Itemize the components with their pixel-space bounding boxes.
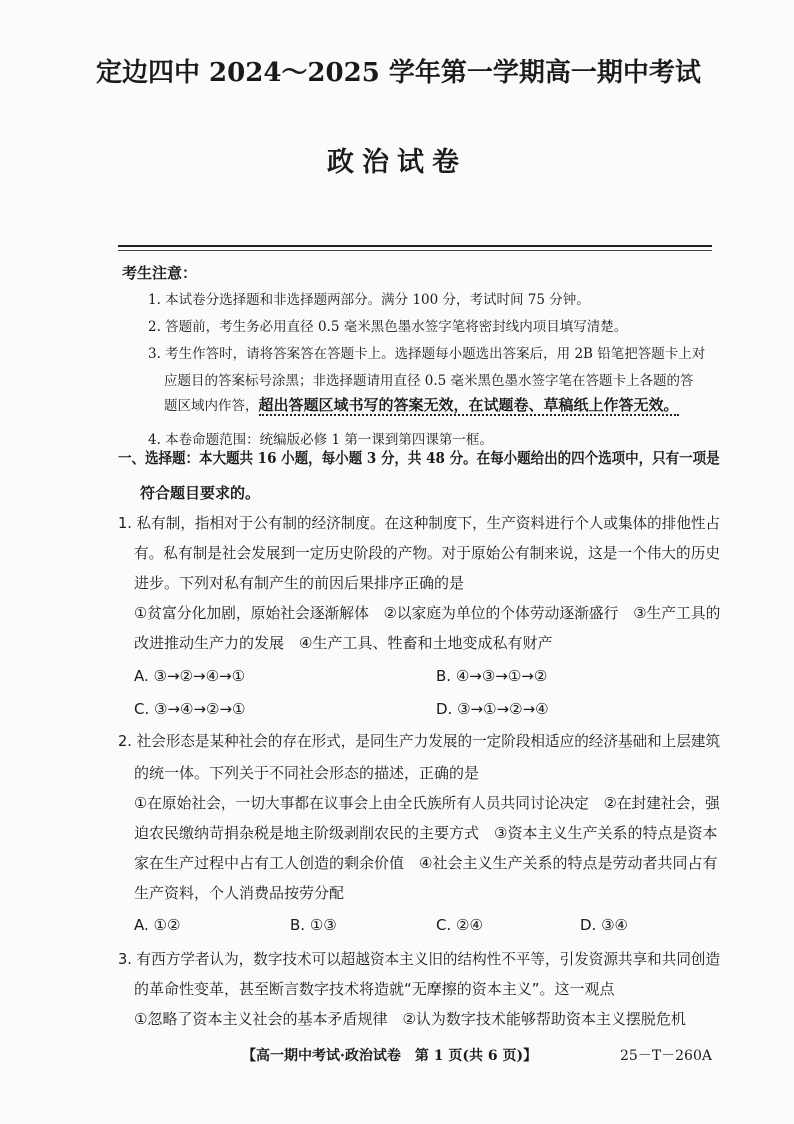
q2-line-6: 生产资料，个人消费品按劳分配 bbox=[134, 884, 345, 902]
q3-line-2: 的革命性变革，甚至断言数字技术将造就“无摩擦的资本主义”。这一观点 bbox=[134, 980, 615, 998]
notice-item-3-end bbox=[164, 394, 679, 415]
q2-line-4: 迫农民缴纳苛捐杂税是地主阶级剥削农民的主要方式 ③资本主义生产关系的特点是资本 bbox=[134, 824, 718, 842]
school-title: 定边四中 2024～2025 学年第一学期高一期中考试 bbox=[96, 58, 701, 88]
q2-option-a: A. ①② bbox=[134, 916, 181, 934]
q1-line-4: ①贫富分化加剧，原始社会逐渐解体 ②以家庭为单位的个体劳动逐渐盛行 ③生产工具的 bbox=[134, 604, 721, 622]
q1-line-2: 有。私有制是社会发展到一定历史阶段的产物。对于原始公有制来说，这是一个伟大的历史 bbox=[134, 544, 721, 562]
q1-line-3: 进步。下列对私有制产生的前因后果排序正确的是 bbox=[134, 574, 465, 592]
q2-line-5: 家在生产过程中占有工人创造的剩余价值 ④社会主义生产关系的特点是劳动者共同占有 bbox=[134, 854, 718, 872]
q2-option-c: C. ②④ bbox=[436, 916, 483, 934]
section-heading-line2: 符合题目要求的。 bbox=[140, 484, 261, 502]
q2-line-1: 2. 社会形态是某种社会的存在形式，是同生产力发展的一定阶段相适应的经济基础和上层建筑 bbox=[118, 732, 721, 750]
section-heading-line1: 一、选择题：本大题共 16 小题，每小题 3 分，共 48 分。在每小题给出的四个选项中，只有一项是 bbox=[118, 449, 720, 467]
q2-option-d: D. ③④ bbox=[580, 916, 628, 934]
q2-line-3: ①在原始社会，一切大事都在议事会上由全氏族所有人员共同讨论决定 ②在封建社会，强 bbox=[134, 794, 720, 812]
notice-item-1: 1. 本试卷分选择题和非选择题两部分。满分 100 分，考试时间 75 分钟。 bbox=[148, 292, 590, 308]
q3-line-1: 3. 有西方学者认为，数字技术可以超越资本主义旧的结构性不平等，引发资源共享和共同创造 bbox=[118, 950, 721, 968]
subject-title: 政治试卷 bbox=[327, 147, 467, 178]
notice-item-2: 2. 答题前，考生务必用直径 0.5 毫米黑色墨水签字笔将密封线内项目填写清楚。 bbox=[148, 319, 628, 335]
notice-item-4: 4. 本卷命题范围：统编版必修 1 第一课到第四课第一框。 bbox=[148, 432, 493, 448]
notice-item-3: 3. 考生作答时，请将答案答在答题卡上。选择题每小题选出答案后，用 2B 铅笔把答题卡上对 bbox=[148, 346, 706, 362]
q1-option-b: B. ④→③→①→② bbox=[436, 667, 548, 685]
q3-line-3: ①忽略了资本主义社会的基本矛盾规律 ②认为数字技术能够帮助资本主义摆脱危机 bbox=[134, 1010, 686, 1028]
header-rule-thick bbox=[118, 245, 712, 247]
q2-line-2: 的统一体。下列关于不同社会形态的描述，正确的是 bbox=[134, 764, 480, 782]
q1-option-d: D. ③→①→②→④ bbox=[436, 700, 549, 718]
notice-item-3-end-text: 题区域内作答， bbox=[164, 398, 259, 414]
q1-line-5: 改进推动生产力的发展 ④生产工具、牲畜和土地变成私有财产 bbox=[134, 634, 553, 652]
notice-emphasis: 超出答题区域书写的答案无效，在试题卷、草稿纸上作答无效。 bbox=[258, 396, 679, 414]
header-rule-thin bbox=[118, 250, 712, 251]
q1-option-c: C. ③→④→②→① bbox=[134, 700, 246, 718]
q1-line-1: 1. 私有制，指相对于公有制的经济制度。在这种制度下，生产资料进行个人或集体的排他性占 bbox=[118, 514, 721, 532]
footer-page-info: 【高一期中考试·政治试卷 第 1 页(共 6 页)】 bbox=[242, 1048, 538, 1064]
q1-option-a: A. ③→②→④→① bbox=[134, 667, 246, 685]
notice-item-3-cont: 应题目的答案标号涂黑；非选择题请用直径 0.5 毫米黑色墨水签字笔在答题卡上各题的答 bbox=[164, 373, 694, 389]
q2-option-b: B. ①③ bbox=[290, 916, 337, 934]
notice-heading: 考生注意： bbox=[122, 264, 198, 282]
footer-exam-code: 25－T－260A bbox=[620, 1048, 712, 1064]
